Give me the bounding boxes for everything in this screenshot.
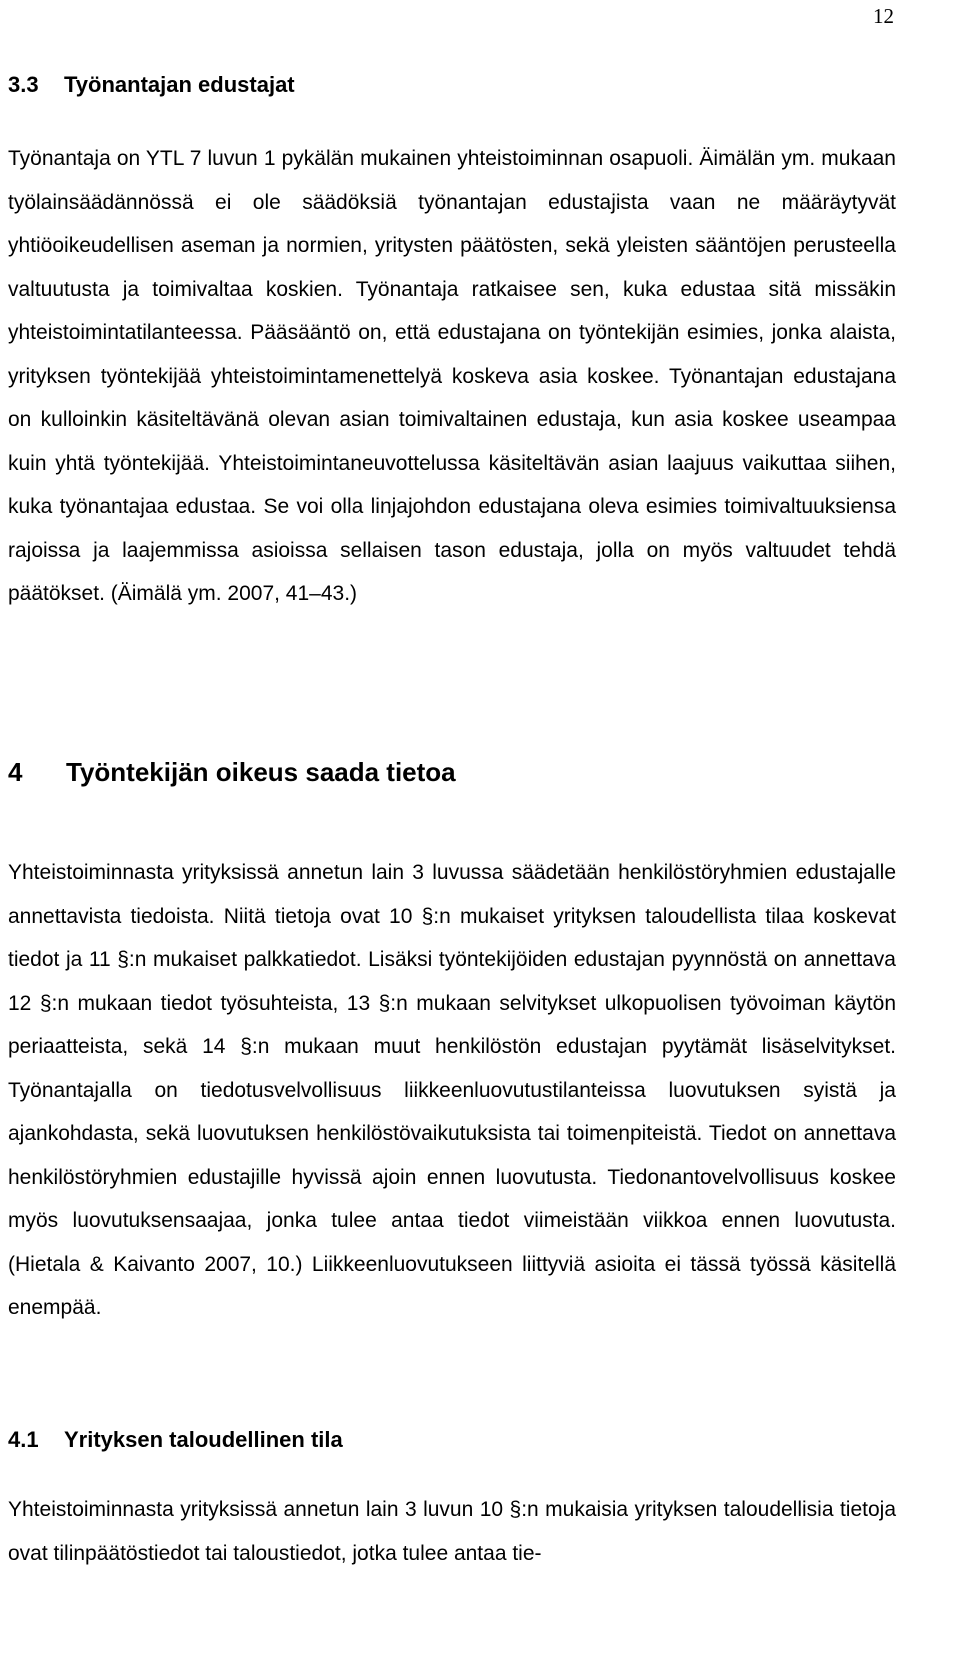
section-4-heading bbox=[8, 757, 456, 788]
section-4-title: Työntekijän oikeus saada tietoa bbox=[66, 757, 456, 787]
section-3-3-paragraph: Työnantaja on YTL 7 luvun 1 pykälän mukainen yhteistoiminnan osapuoli. Äimälän ym. mukaan työlainsäädännössä ei ole säädöksiä työnantajan edustajista vaan ne määräytyvät yhtiöoikeudellisen aseman ja normien, yritysten päätösten, sekä yleisten sääntöjen perusteella valtuutusta ja toimivaltaa koskien. Työnantaja ratkaisee sen, kuka edustaa sitä missäkin yhteistoimintatilanteessa. Pääsääntö on, että edustajana on työntekijän esimies, jonka alaista, yrityksen työntekijää yhteistoimintamenettelyä koskeva asia koskee. Työnantajan edustajana on kulloinkin käsiteltävänä olevan asian toimivaltainen edustaja, kun asia koskee useampaa kuin yhtä työntekijää. Yhteistoimintaneuvottelussa käsiteltävän asian laajuus vaikuttaa siihen, kuka työnantajaa edustaa. Se voi olla linjajohdon edustajana oleva esimies toimivaltuuksiensa rajoissa ja laajemmissa asioissa sellaisen tason edustaja, jolla on myös valtuudet tehdä päätökset. (Äimälä ym. 2007, 41–43.) bbox=[8, 147, 896, 605]
section-3-3-heading bbox=[8, 72, 295, 98]
section-4-number: 4 bbox=[8, 757, 23, 787]
page-number: 12 bbox=[873, 4, 894, 28]
section-4-1-paragraph: Yhteistoiminnasta yrityksissä annetun lain 3 luvun 10 §:n mukaisia yrityksen taloudellisia tietoja ovat tilinpäätöstiedot tai taloustiedot, jotka tulee antaa tie- bbox=[8, 1498, 896, 1565]
section-4-1-number: 4.1 bbox=[8, 1427, 39, 1452]
section-3-3-title: Työnantajan edustajat bbox=[64, 72, 295, 97]
section-4-paragraph: Yhteistoiminnasta yrityksissä annetun lain 3 luvussa säädetään henkilöstöryhmien edustajalle annettavista tiedoista. Niitä tietoja ovat 10 §:n mukaiset yrityksen taloudellista tilaa koskevat tiedot ja 11 §:n mukaiset palkkatiedot. Lisäksi työntekijöiden edustajan pyynnöstä on annettava 12 §:n mukaan tiedot työsuhteista, 13 §:n mukaan selvitykset ulkopuolisen työvoiman käytön periaatteista, sekä 14 §:n mukaan muut henkilöstön edustajan pyytämät lisäselvitykset. Työnantajalla on tiedotusvelvollisuus liikkeenluovutustilanteissa luovutuksen syistä ja ajankohdasta, sekä luovutuksen henkilöstövaikutuksista tai toimenpiteistä. Tiedot on annettava henkilöstöryhmien edustajille hyvissä ajoin ennen luovutusta. Tiedonantovelvollisuus koskee myös luovutuksensaajaa, jonka tulee antaa tiedot viimeistään viikkoa ennen luovutusta. (Hietala & Kaivanto 2007, 10.) Liikkeenluovutukseen liittyviä asioita ei tässä työssä käsitellä enempää. bbox=[8, 861, 896, 1319]
section-4-1-heading bbox=[8, 1427, 343, 1453]
section-4-1-title: Yrityksen taloudellinen tila bbox=[64, 1427, 343, 1452]
section-3-3-number: 3.3 bbox=[8, 72, 39, 97]
